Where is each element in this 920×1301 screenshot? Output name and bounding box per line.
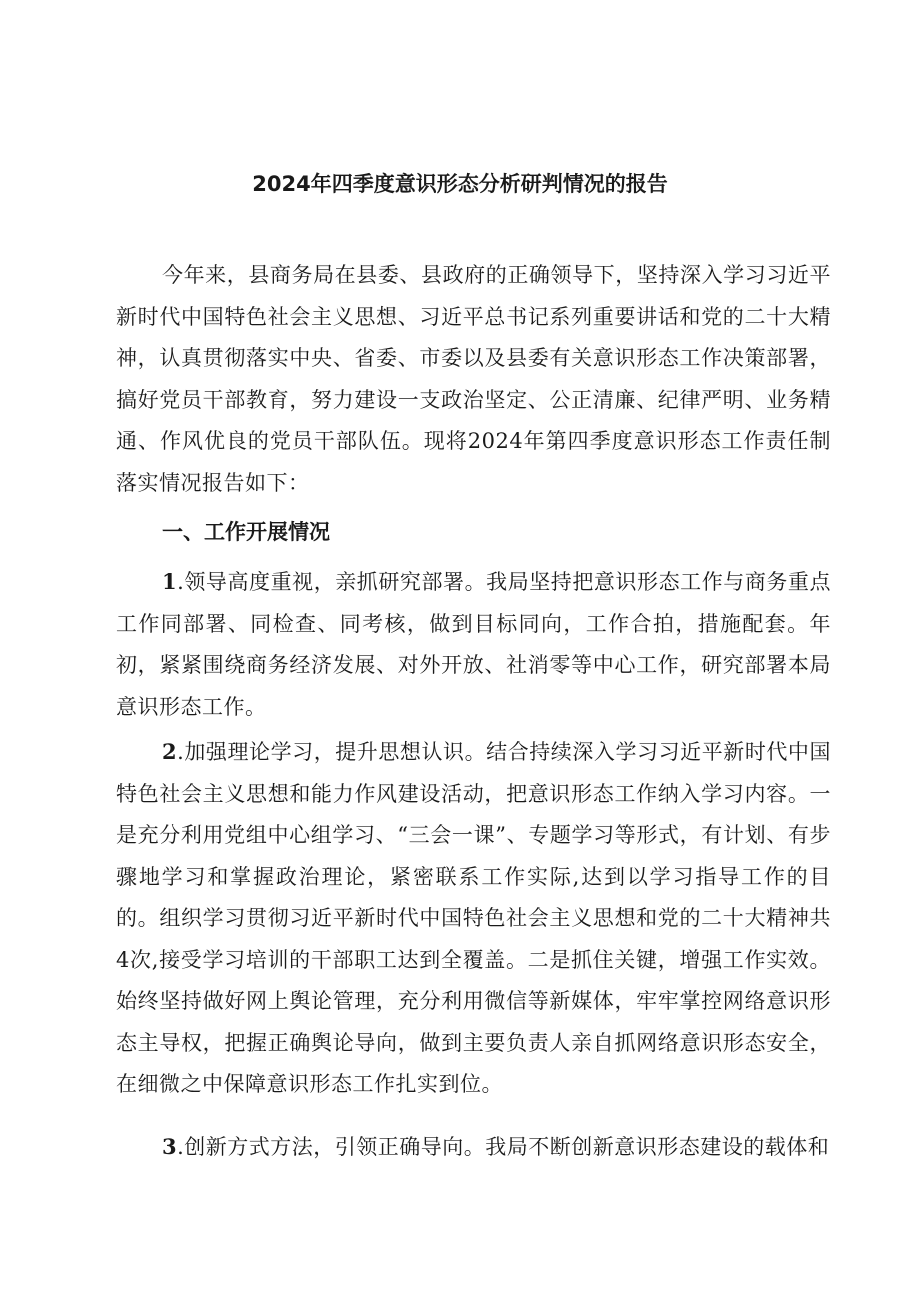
item-text-1: .领导高度重视，亲抓研究部署。我局坚持把意识形态工作与商务重点工作同部署、同检查、同考核，做到目标同向，工作合拍，措施配套。年初，紧紧围绕商务经济发展、对外开放、社消零等中心工作，研究部署本局意识形态工作。 — [116, 570, 831, 719]
item-number-2: 2 — [162, 739, 178, 764]
item-text-3: .创新方式方法，引领正确导向。我局不断创新意识形态建设的载体和 — [177, 1135, 830, 1159]
item-number-3: 3 — [162, 1134, 178, 1159]
document-title: 2024年四季度意识形态分析研判情况的报告 — [252, 172, 668, 196]
item-paragraph-3 — [116, 1126, 831, 1169]
item-paragraph-1 — [116, 561, 831, 728]
item-number-1: 1 — [162, 569, 178, 594]
section-heading-1: 一、工作开展情况 — [162, 520, 330, 544]
item-text-2: .加强理论学习，提升思想认识。结合持续深入学习习近平新时代中国特色社会主义思想和能力作风建设活动，把意识形态工作纳入学习内容。一是充分利用党组中心组学习、“三会一课”、专题学习等形式，有计划、有步骤地学习和掌握政治理论，紧密联系工作实际,达到以学习指导工作的目的。组织学习贯彻习近平新时代中国特色社会主义思想和党的二十大精神共4次,接受学习培训的干部职工达到全覆盖。二是抓住关键，增强工作实效。始终坚持做好网上舆论管理，充分利用微信等新媒体，牢牢掌控网络意识形态主导权，把握正确舆论导向，做到主要负责人亲自抓网络意识形态安全，在细微之中保障意识形态工作扎实到位。 — [116, 740, 831, 1096]
intro-paragraph: 今年来，县商务局在县委、县政府的正确领导下，坚持深入学习习近平新时代中国特色社会主义思想、习近平总书记系列重要讲话和党的二十大精神，认真贯彻落实中央、省委、市委以及县委有关意识形态工作决策部署，搞好党员干部教育，努力建设一支政治坚定、公正清廉、纪律严明、业务精通、作风优良的党员干部队伍。现将2024年第四季度意识形态工作责任制落实情况报告如下： — [116, 263, 831, 495]
item-paragraph-2 — [116, 731, 831, 1106]
